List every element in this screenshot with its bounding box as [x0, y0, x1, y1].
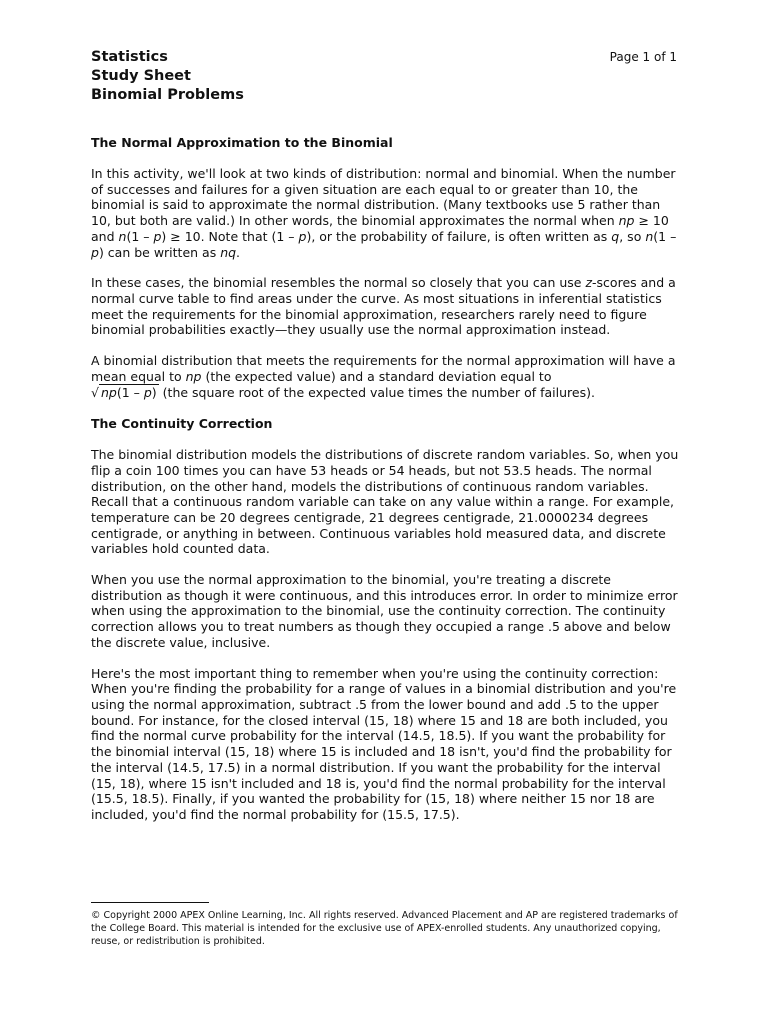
title-subject: Statistics — [91, 49, 168, 65]
paragraph: A binomial distribution that meets the requirements for the normal approximation will have a mean equal to np (the expected value) and a standard deviation equal to √ np(1 – p) (the square root of the expected value times the number of failures). — [91, 353, 676, 401]
footer — [91, 902, 691, 948]
section-heading-normal-approximation: The Normal Approximation to the Binomial — [91, 135, 393, 150]
paragraph: Here's the most important thing to remember when you're using the continuity correction: When you're finding the probability for a range of values in a binomial distribution and you're using the normal approximation, subtract .5 from the lower bound and add .5 to the upper bound. For instance, for the closed interval (15, 18) where 15 and 18 are both included, you find the normal curve probability for the interval (14.5, 18.5). If you want the probability for the binomial interval (15, 18) where 15 is included and 18 isn't, you'd find the probability for the interval (14.5, 17.5) in a normal distribution. If you want the probability for the interval (15, 18), where 15 isn't included and 18 is, you'd find the normal probability for the interval (15.5, 18.5). Finally, if you wanted the probability for (15, 18) where neither 15 nor 18 are included, you'd find the normal probability for (15.5, 17.5). — [91, 665, 677, 822]
page-number: Page 1 of 1 — [609, 50, 677, 64]
copyright-notice: © Copyright 2000 APEX Online Learning, Inc. All rights reserved. Advanced Placement and AP are registered trademarks of the College Board. This material is intended for the exclusive use of APEX-enrolled students. Any unauthorized copying, reuse, or redistribution is prohibited. — [91, 910, 678, 947]
footnote-divider — [91, 902, 209, 903]
paragraph: In these cases, the binomial resembles the normal so closely that you can use z-scores and a normal curve table to find areas under the curve. As most situations in inferential statistics meet the requirements for the binomial approximation, researchers rarely need to figure binomial probabilities exactly—they usually use the normal approximation instead. — [91, 275, 676, 338]
paragraph: In this activity, we'll look at two kinds of distribution: normal and binomial. When the number of successes and failures for a given situation are each equal to or greater than 10, the binomial is said to approximate the normal distribution. (Many textbooks use 5 rather than 10, but both are valid.) In other words, the binomial approximates the normal when np ≥ 10 and n(1 – p) ≥ 10. Note that (1 – p), or the probability of failure, is often written as q, so n(1 – p) can be written as nq. — [91, 166, 677, 260]
square-root-expression: √ np(1 – p) — [91, 385, 157, 401]
paragraph: When you use the normal approximation to the binomial, you're treating a discrete distribution as though it were continuous, and this introduces error. In order to minimize error when using the approximation to the binomial, use the continuity correction. The continuity correction allows you to treat numbers as though they occupied a range .5 above and below the discrete value, inclusive. — [91, 572, 678, 650]
section-heading-continuity-correction: The Continuity Correction — [91, 416, 273, 432]
document-title-block — [91, 48, 244, 105]
document-body — [91, 135, 681, 838]
title-sheet: Study Sheet — [91, 68, 191, 84]
paragraph: The binomial distribution models the distributions of discrete random variables. So, when you flip a coin 100 times you can have 53 heads or 54 heads, but not 53.5 heads. The normal distribution, on the other hand, models the distributions of continuous random variables. Recall that a continuous random variable can take on any value within a range. For example, temperature can be 20 degrees centigrade, 21 degrees centigrade, 21.0000234 degrees centigrade, or anything in between. Continuous variables hold measured data, and discrete variables hold counted data. — [91, 447, 679, 557]
title-topic: Binomial Problems — [91, 87, 244, 103]
